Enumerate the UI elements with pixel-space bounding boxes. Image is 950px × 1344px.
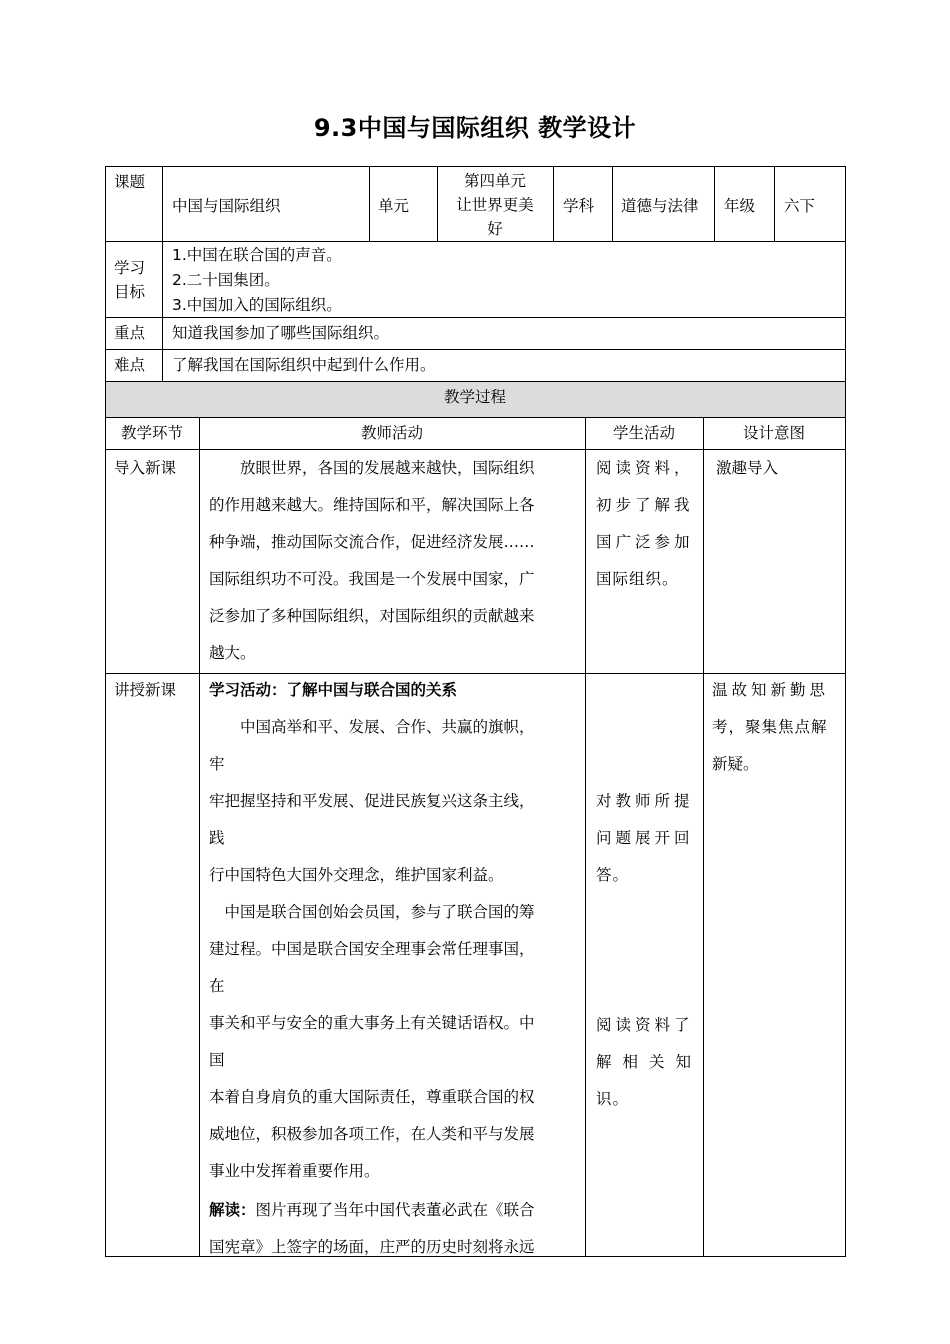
text-line: 国际组织。 [596, 570, 679, 588]
text-line: 本着自身肩负的重大国际责任，尊重联合国的权 [209, 1088, 535, 1106]
text-line: 建过程。中国是联合国安全理事会常任理事国， [209, 940, 535, 958]
text-line: 国广泛参加 [596, 533, 694, 551]
text-line: 种争端，推动国际交流合作，促进经济发展…… [209, 533, 535, 551]
text-line: 中国高举和平、发展、合作、共赢的旗帜， [209, 718, 535, 736]
difficulty-value: 了解我国在国际组织中起到什么作用。 [172, 356, 436, 374]
unit-label: 单元 [378, 197, 410, 215]
key-point-label: 重点 [114, 324, 146, 342]
text-line: 温故知新勤思 [712, 681, 830, 699]
stage-intro: 导入新课 [114, 459, 177, 477]
difficulty-label: 难点 [114, 356, 146, 374]
subject-label: 学科 [563, 197, 595, 215]
text-line: 阅读资料了 [596, 1016, 694, 1034]
interpret-text: 图片再现了当年中国代表董必武在《联合 [255, 1201, 535, 1219]
text-line: 答。 [596, 866, 630, 884]
col-intent: 设计意图 [742, 424, 805, 442]
topic-value: 中国与国际组织 [172, 197, 281, 215]
unit-value-line: 让世界更美 [456, 196, 534, 214]
text-line: 泛参加了多种国际组织，对国际组织的贡献越来 [209, 607, 535, 625]
text-line: 初步了解我 [596, 496, 694, 514]
text-line: 事关和平与安全的重大事务上有关键话语权。中 [209, 1014, 535, 1032]
text-line: 国际组织功不可没。我国是一个发展中国家，广 [209, 570, 535, 588]
text-line: 的作用越来越大。维持国际和平，解决国际上各 [209, 496, 535, 514]
unit-value-line: 第四单元 [463, 172, 526, 190]
text-line: 国 [209, 1051, 225, 1069]
col-stage: 教学环节 [120, 424, 183, 442]
interpret-label: 解读： [209, 1201, 256, 1219]
text-line: 践 [209, 829, 225, 847]
grade-value: 六下 [784, 197, 816, 215]
text-line: 考，聚集焦点解 [712, 718, 828, 736]
text-line: 识。 [596, 1090, 630, 1108]
goals-label [114, 256, 145, 304]
text-line: 国宪章》上签字的场面，庄严的历史时刻将永远 [209, 1238, 535, 1256]
text-line: 新疑。 [712, 755, 759, 773]
text-line: 事业中发挥着重要作用。 [209, 1162, 380, 1180]
subject-value: 道德与法律 [621, 197, 699, 215]
goal-item: 1.中国在联合国的声音。 [172, 246, 342, 264]
page-title: 9.3中国与国际组织 教学设计 [313, 114, 637, 142]
intent-intro: 激趣导入 [716, 459, 779, 477]
goal-item: 3.中国加入的国际组织。 [172, 296, 342, 314]
goals-list [172, 243, 342, 318]
goals-label-line: 目标 [114, 283, 146, 301]
text-line: 放眼世界，各国的发展越来越快，国际组织 [209, 459, 535, 477]
goal-item: 2.二十国集团。 [172, 271, 280, 289]
text-line: 解相关知 [596, 1053, 703, 1071]
unit-value [437, 169, 553, 241]
text-line: 牢 [209, 755, 225, 773]
text-line: 对教师所提 [596, 792, 694, 810]
text-line: 牢把握坚持和平发展、促进民族复兴这条主线， [209, 792, 535, 810]
col-student: 学生活动 [612, 424, 675, 442]
unit-value-line: 好 [487, 220, 503, 238]
interpret-line [209, 1198, 535, 1220]
text-line: 在 [209, 977, 225, 995]
stage-teach: 讲授新课 [114, 681, 177, 699]
text-line: 阅读资料， [596, 459, 694, 477]
text-line: 越大。 [209, 644, 256, 662]
text-line: 中国是联合国创始会员国，参与了联合国的筹 [209, 903, 535, 921]
topic-label: 课题 [114, 173, 146, 191]
process-heading: 教学过程 [443, 388, 506, 406]
text-line: 行中国特色大国外交理念，维护国家利益。 [209, 866, 504, 884]
col-teacher: 教师活动 [360, 424, 423, 442]
text-line: 问题展开回 [596, 829, 694, 847]
text-line: 威地位，积极参加各项工作，在人类和平与发展 [209, 1125, 535, 1143]
key-point-value: 知道我国参加了哪些国际组织。 [172, 324, 390, 342]
grade-label: 年级 [724, 197, 756, 215]
goals-label-line: 学习 [114, 259, 146, 277]
activity-title: 学习活动：了解中国与联合国的关系 [209, 681, 458, 699]
